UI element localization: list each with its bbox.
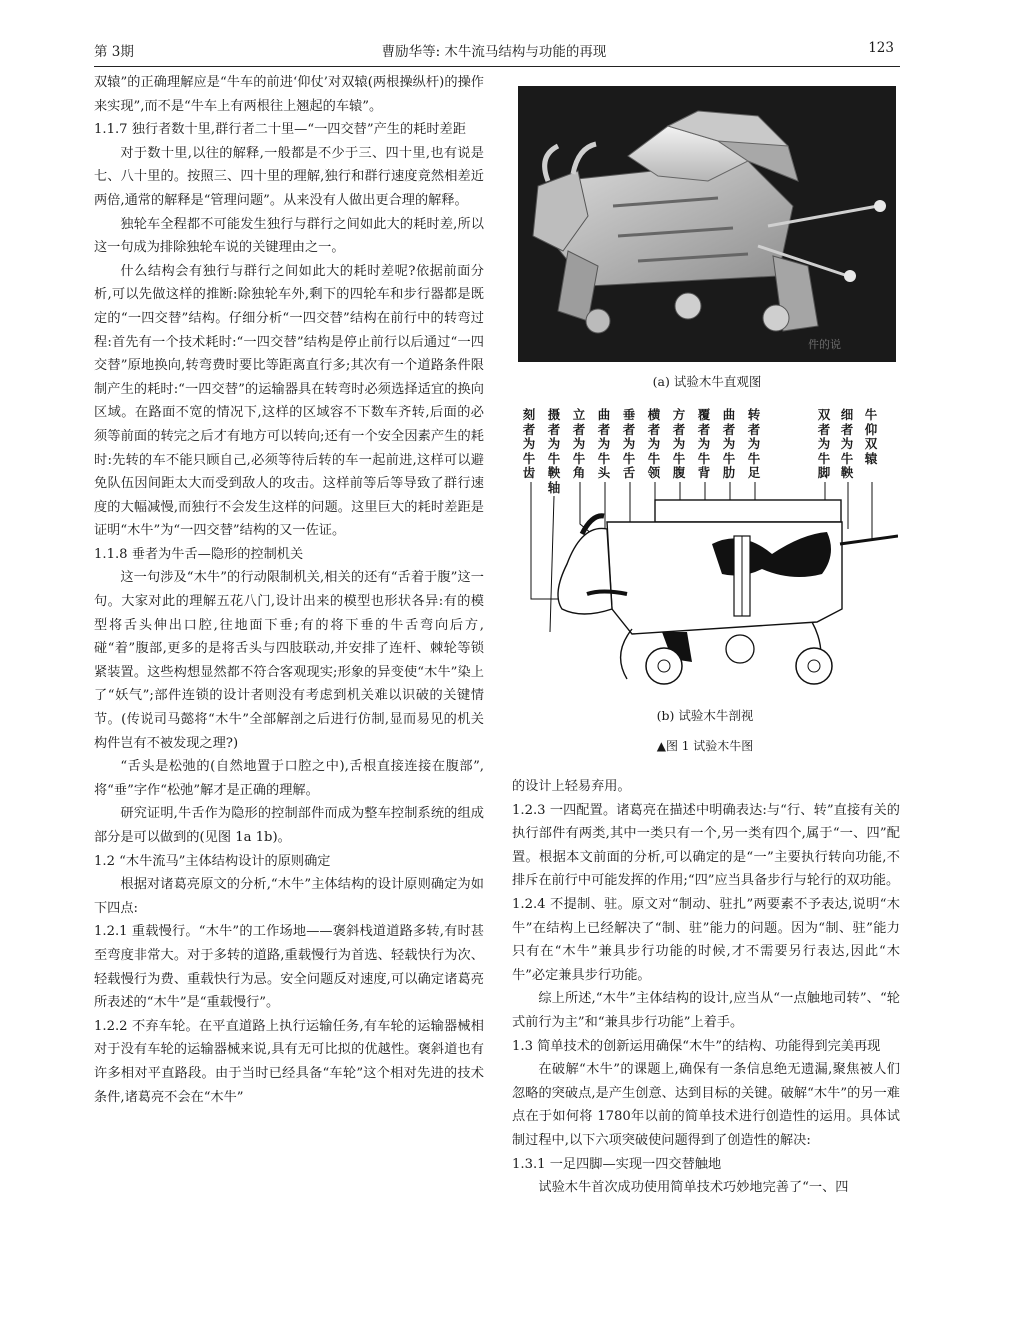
figure-watermark: 件的说 — [808, 338, 841, 351]
paragraph: 研究证明,牛舌作为隐形的控制部件而成为整车控制系统的组成部分是可以做到的(见图 1a 1b)。 — [94, 806, 484, 845]
section-heading: 1.3.1 一足四脚—实现一四交替触地 — [512, 1156, 722, 1172]
left-column — [94, 71, 484, 1109]
figure-1a-caption: (a) 试验木牛直观图 — [652, 374, 762, 389]
paragraph: 根据对诸葛亮原文的分析,“木牛”主体结构的设计原则确定为如下四点: — [94, 877, 484, 916]
running-title: 曹励华等: 木牛流马结构与功能的再现 — [381, 44, 607, 60]
paragraph: 独轮车全程都不可能发生独行与群行之间如此大的耗时差,所以这一句成为排除独轮车说的关键理由之一。 — [94, 216, 484, 256]
paragraph: 1.2.4 不提制、驻。原文对“制动、驻扎”两要素不予表达,说明“木牛”在结构上已经解决了“制、驻”能力的问题。因为“制、驻”能力只有在“木牛”兼具步行功能的时候,才不需要另行表达,因此“木牛”必定兼具步行功能。 — [512, 896, 900, 983]
paragraph: 1.2.3 一四配置。诸葛亮在描述中明确表达:与“行、转”直接有关的执行部件有两类,其中一类只有一个,另一类有四个,属于“一、四”配置。根据本文前面的分析,可以确定的是“一”主要执行转向功能,不排斥在前行中可能发挥的作用;“四”应当具备步行与轮行的双功能。 — [512, 802, 900, 889]
component-label: 细者为牛鞅 — [840, 407, 854, 480]
paragraph: 对于数十里,以往的解释,一般都是不少于三、四十里,也有说是七、八十里的。按照三、四十里的理解,独行和群行速度竟然相差近两倍,通常的解释是“管理问题”。从来没有人做出更合理的解释。 — [94, 145, 484, 208]
paragraph: 在破解“木牛”的课题上,确保有一条信息绝无遗漏,聚焦被人们忽略的突破点,是产生创意、达到目标的关键。破解“木牛”的另一难点在于如何将 1780年以前的简单技术进行创造性的运用。具体试制过程中,以下六项突破使问题得到了创造性的解决: — [512, 1062, 900, 1148]
paragraph: 双辕”的正确理解应是“牛车的前进‘仰仗’对双辕(两根操纵杆)的操作来实现”,而不是“牛车上有两根往上翘起的车辕”。 — [94, 75, 484, 114]
paragraph: 综上所述,“木牛”主体结构的设计,应当从“一点触地司转”、“轮式前行为主”和“兼具步行功能”上着手。 — [512, 991, 900, 1030]
paragraph: 1.2.1 重载慢行。“木牛”的工作场地——褒斜栈道道路多转,有时甚至弯度非常大。对于多转的道路,重载慢行为首选、轻载快行为次、轻载慢行为费、重载快行为忌。安全问题反对速度,可以确定诸葛亮所表述的“木牛”是“重载慢行”。 — [94, 924, 484, 1011]
running-header — [94, 40, 894, 62]
paragraph: 这一句涉及“木牛”的行动限制机关,相关的还有“舌着于腹”这一句。大家对此的理解五花八门,设计出来的模型也形状各异:有的模型将舌头伸出口腔,往地面下垂;有的将下垂的牛舌弯向后方,碰“着”腹部,更多的是将舌头与四肢联动,并安排了连杆、棘轮等锁紧装置。这些构想显然都不符合客观现实;形象的异变使“木牛”染上了“妖气”;部件连锁的设计者则没有考虑到机关难以识破的关键情节。(传说司马懿将“木牛”全部解剖之后进行仿制,显而易见的机关构件岂有不被发现之理?) — [94, 570, 484, 751]
right-column — [512, 775, 900, 1200]
section-heading: 1.1.8 垂者为牛舌—隐形的控制机关 — [94, 546, 304, 562]
wooden-ox-section-drawing — [512, 404, 898, 704]
issue-number: 第 3期 — [94, 44, 134, 60]
paragraph: 什么结构会有独行与群行之间如此大的耗时差呢?依据前面分析,可以先做这样的推断:除独轮车外,剩下的四轮车和步行器都是既定的“一四交替”结构。仔细分析“一四交替”结构在前行中的转弯过程:首先有一个技术耗时:“一四交替”结构是停止前行以后通过“一四交替”原地换向,转弯费时要比等距离直行多;其次有一个道路条件限制产生的耗时:“一四交替”的运输器具在转弯时必须选择适宜的换向区域。在路面不宽的情况下,这样的区域容不下数车齐转,后面的必须等前面的转完之后才有地方可以转向;还有一个安全因素产生的耗时:先转的车不能只顾自己,必须等待后转的车一起前进,这样可以避免队伍因间距太大而受到敌人的攻击。这样前等后等导致了群行速度的大幅减慢,而独行不会发生这样的问题。这里巨大的耗时差距是证明“木牛”为“一四交替”结构的又一佐证。 — [94, 263, 484, 539]
component-label: 曲者为牛肋 — [722, 407, 736, 480]
component-label: 刻者为牛齿 — [522, 407, 536, 480]
figure-1b-section-drawing — [512, 404, 898, 704]
paragraph: “舌头是松弛的(自然地置于口腔之中),舌根直接连接在腹部”,将“垂”字作“松弛”解才是正确的理解。 — [94, 759, 484, 798]
component-label: 覆者为牛背 — [697, 407, 711, 480]
section-heading: 1.3 简单技术的创新运用确保“木牛”的结构、功能得到完美再现 — [512, 1038, 881, 1054]
figure-1b-caption: (b) 试验木牛剖视 — [656, 708, 754, 723]
paragraph: 的设计上轻易弃用。 — [512, 779, 631, 794]
component-label: 立者为牛角 — [572, 407, 586, 480]
paragraph: 1.2.2 不弃车轮。在平直道路上执行运输任务,有车轮的运输器械相对于没有车轮的运输器械来说,具有无可比拟的优越性。褒斜道也有许多相对平直路段。由于当时已经具备“车轮”这个相对先进的技术条件,诸葛亮不会在“木牛” — [94, 1018, 484, 1105]
figure-1a-render — [518, 86, 896, 362]
component-label: 方者为牛腹 — [672, 407, 686, 480]
component-label: 摄者为牛鞅轴 — [547, 407, 561, 495]
component-label: 转者为牛足 — [747, 407, 761, 480]
paragraph: 试验木牛首次成功使用简单技术巧妙地完善了“一、四 — [538, 1180, 849, 1196]
section-heading: 1.1.7 独行者数十里,群行者二十里—“一四交替”产生的耗时差距 — [94, 122, 466, 138]
component-label: 横者为牛领 — [647, 407, 661, 480]
figure-1-caption: ▲图 1 试验木牛图 — [656, 739, 754, 753]
page-number: 123 — [868, 40, 894, 56]
header-rule — [94, 66, 900, 67]
section-heading: 1.2 “木牛流马”主体结构设计的原则确定 — [94, 853, 331, 869]
component-label: 垂者为牛舌 — [622, 407, 636, 480]
component-label: 双者为牛脚 — [817, 407, 831, 480]
component-label: 牛仰双辕 — [864, 407, 878, 466]
component-label: 曲者为牛头 — [597, 407, 611, 480]
wooden-ox-3d-image — [518, 86, 896, 362]
